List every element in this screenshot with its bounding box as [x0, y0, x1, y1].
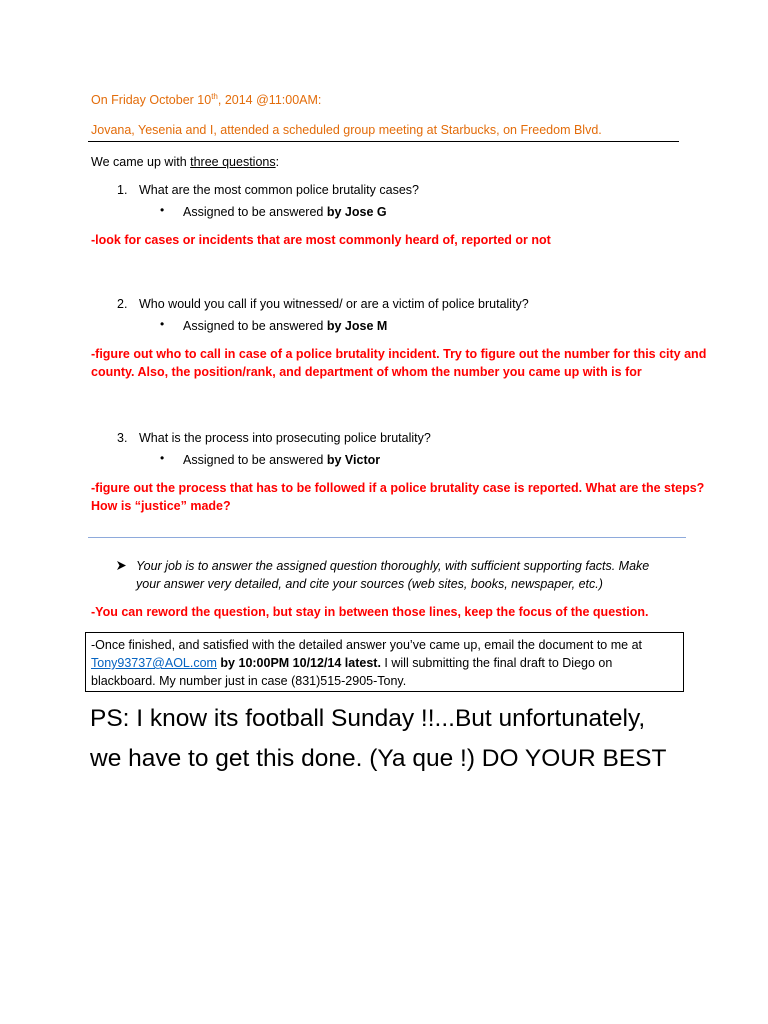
assigned-name: by Victor — [326, 453, 381, 467]
email-link[interactable]: Tony93737@AOL.com — [91, 656, 217, 670]
question-note: -look for cases or incidents that are most commonly heard of, reported or not — [91, 233, 551, 247]
meeting-attendees: Jovana, Yesenia and I, attended a scheduled group meeting at Starbucks, on Freedom Blvd. — [91, 123, 602, 137]
question-note-line: county. Also, the position/rank, and department of whom the number you came up with is for — [91, 365, 642, 379]
intro-line — [91, 154, 279, 170]
question-assignment — [183, 204, 387, 220]
meeting-date-prefix: On Friday October 10 — [91, 93, 212, 107]
question-number: 3. — [117, 431, 128, 445]
submission-line: blackboard. My number just in case (831)515-2905-Tony. — [91, 674, 407, 688]
assigned-name: by Jose G — [326, 205, 387, 219]
meeting-date-suffix: , 2014 @11:00AM: — [217, 93, 322, 107]
bullet-icon: • — [160, 317, 165, 331]
question-note-line: -figure out the process that has to be followed if a police brutality case is reported. What are the steps? — [91, 481, 705, 495]
assigned-name: by Jose M — [326, 319, 388, 333]
instruction-line: Your job is to answer the assigned question thoroughly, with sufficient supporting facts. Make — [136, 559, 650, 573]
instruction-line: your answer very detailed, and cite your sources (web sites, books, newspaper, etc.) — [136, 577, 603, 591]
meeting-date-sup: th — [211, 91, 218, 101]
intro-emphasis: three questions — [190, 155, 276, 169]
bullet-icon: • — [160, 451, 165, 465]
question-note-line: -figure out who to call in case of a police brutality incident. Try to figure out the number for this city and — [91, 347, 707, 361]
question-note-line: How is “justice” made? — [91, 499, 231, 513]
deadline-text: by 10:00PM 10/12/14 latest. — [216, 656, 381, 670]
submission-line: -Once finished, and satisfied with the detailed answer you’ve came up, email the document to me at — [91, 638, 642, 652]
arrow-bullet-icon — [116, 560, 127, 571]
question-number: 2. — [117, 297, 128, 311]
reword-note: -You can reword the question, but stay in between those lines, keep the focus of the question. — [91, 605, 649, 619]
intro-suffix: : — [275, 155, 280, 169]
question-number: 1. — [117, 183, 128, 197]
question-text: Who would you call if you witnessed/ or are a victim of police brutality? — [139, 297, 529, 311]
ps-line: PS: I know its football Sunday !!...But unfortunately, — [90, 705, 646, 732]
question-assignment — [183, 318, 387, 334]
section-divider — [88, 537, 686, 538]
question-text: What are the most common police brutality cases? — [139, 183, 419, 197]
ps-line: we have to get this done. (Ya que !) DO YOUR BEST — [90, 745, 667, 772]
question-text: What is the process into prosecuting police brutality? — [139, 431, 431, 445]
submission-rest: I will submitting the final draft to Diego on — [380, 656, 613, 670]
submission-box — [85, 632, 684, 692]
intro-prefix: We came up with — [91, 155, 191, 169]
bullet-icon: • — [160, 203, 165, 217]
assigned-prefix: Assigned to be answered — [183, 319, 327, 333]
assigned-prefix: Assigned to be answered — [183, 205, 327, 219]
meeting-date — [91, 92, 321, 108]
header-divider — [88, 141, 679, 142]
question-assignment — [183, 452, 380, 468]
assigned-prefix: Assigned to be answered — [183, 453, 327, 467]
submission-line — [91, 655, 612, 671]
